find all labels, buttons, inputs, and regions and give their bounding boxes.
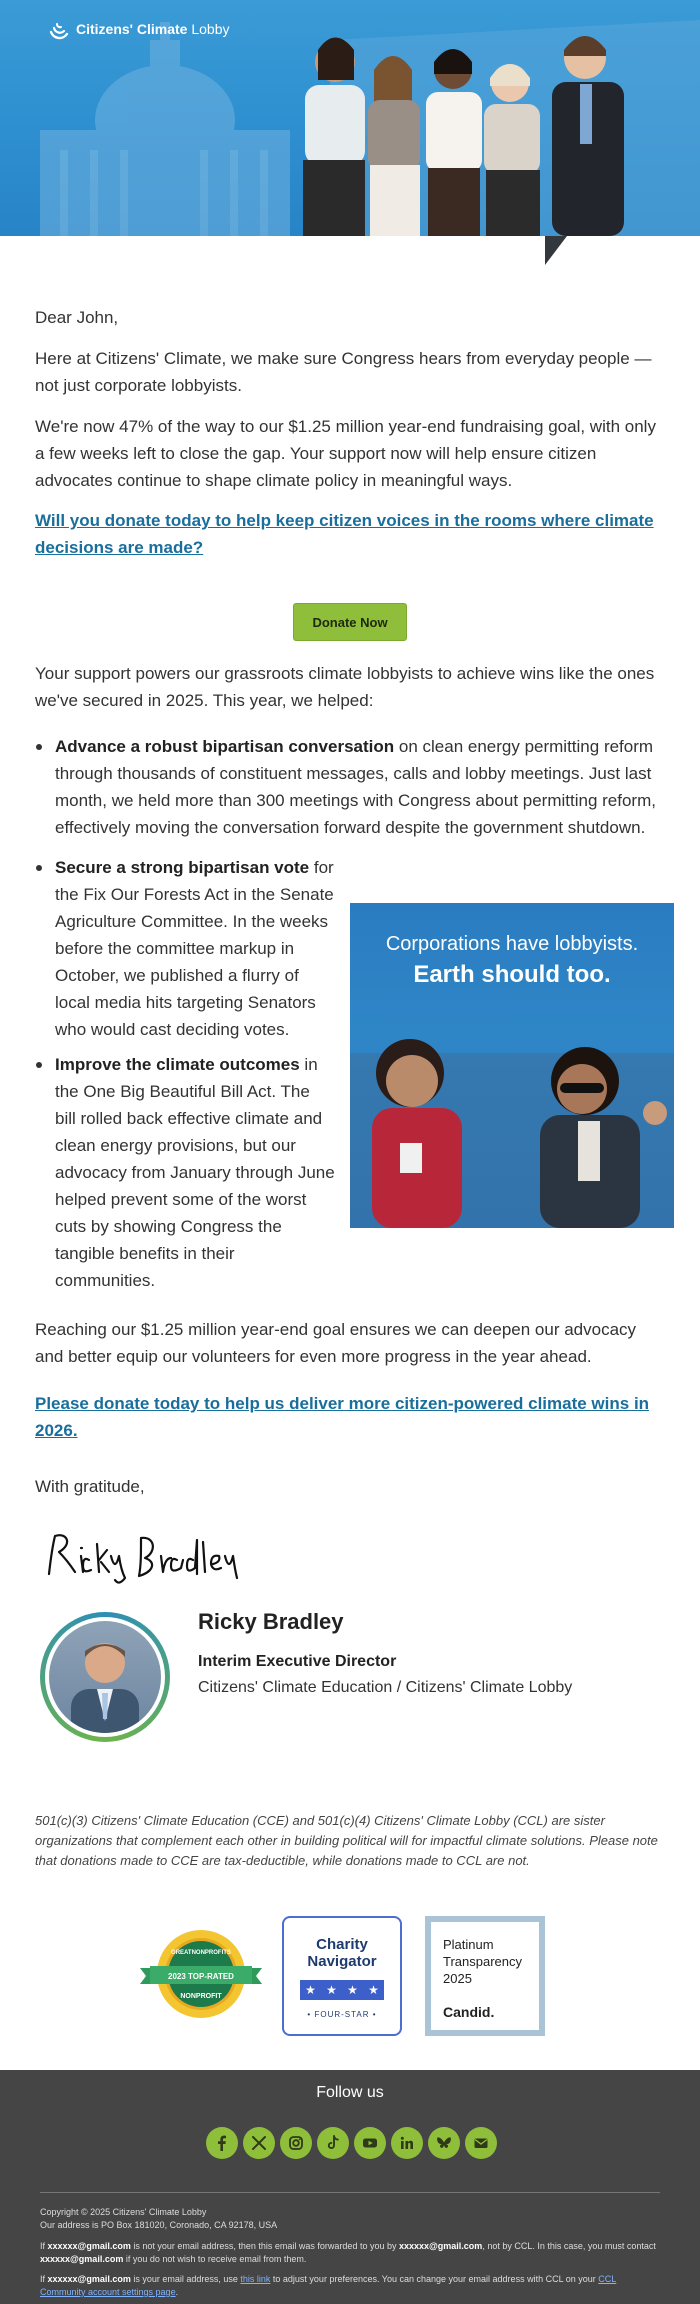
signer-portrait [49, 1621, 161, 1733]
candid-line-2: Transparency [443, 1954, 522, 1969]
signer-name: Ricky Bradley [198, 1609, 344, 1634]
donate-now-button[interactable]: Donate Now [293, 603, 407, 641]
preferences-link[interactable]: this link [240, 2274, 271, 2284]
donate-link-2[interactable]: Please donate today to help us deliver more citizen-powered climate wins in 2026. [35, 1394, 650, 1440]
footer [0, 2070, 700, 2304]
email-icon[interactable] [465, 2127, 497, 2159]
signer-org: Citizens' Climate Education / Citizens' Climate Lobby [198, 1679, 573, 1696]
charity-navigator-badge[interactable] [282, 1916, 402, 2036]
win-item-climate-outcomes: Improve the climate outcomes in the One Big Beautiful Bill Act. The bill rolled back effective climate and clean energy provisions, but our advocacy from January through June helped prevent some of the worst cuts by showing Congress the tangible benefits in their communities. [35, 1051, 335, 1294]
greeting: Dear John, [35, 308, 119, 327]
candid-platinum-badge[interactable] [425, 1916, 545, 2036]
follow-us-label: Follow us [316, 2084, 384, 2101]
promo-headline-2: Earth should too. [413, 961, 611, 988]
instagram-icon[interactable] [280, 2127, 312, 2159]
cn-tag: • FOUR-STAR • [307, 2010, 377, 2019]
tiktok-icon[interactable] [317, 2127, 349, 2159]
paragraph-wins-intro: Your support powers our grassroots climate lobbyists to achieve wins like the ones we've secured in 2025. This year, we helped: [35, 664, 655, 710]
donate-link-1[interactable]: Will you donate today to help keep citizen voices in the rooms where climate decisions are made? [35, 511, 654, 557]
tax-disclaimer: 501(c)(3) Citizens' Climate Education (CCE) and 501(c)(4) Citizens' Climate Lobby (CCL) are sister organizations that complement each other in building political will for impactful climate solutions. Please note that donations made to CCE are tax-deductible, while donations made to CCL are not. [35, 1813, 658, 1868]
greatnonprofits-badge[interactable] [140, 1928, 262, 2020]
youtube-icon[interactable] [354, 2127, 386, 2159]
wins-list-narrow [35, 854, 335, 1294]
win-item-forests: Secure a strong bipartisan vote for the Fix Our Forests Act in the Senate Agriculture Committee. In the weeks before the committee markup in October, we published a flurry of local media hits targeting Senators who would cast deciding votes. [35, 854, 335, 1043]
gn-ribbon-text: 2023 TOP-RATED [168, 1972, 234, 1981]
bluesky-icon[interactable] [428, 2127, 460, 2159]
gn-top-text: GREATNONPROFITS [171, 1950, 231, 1956]
footer-address: Our address is PO Box 181020, Coronado, CA 92178, USA [40, 2220, 278, 2230]
account-settings-link[interactable]: CCL Community account settings page [40, 2274, 617, 2297]
promo-headline-1: Corporations have lobbyists. [385, 933, 639, 955]
facebook-icon[interactable] [206, 2127, 238, 2159]
paragraph-goal-close: Reaching our $1.25 million year-end goal ensures we can deepen our advocacy and better equip our volunteers for even more progress in the year ahead. [35, 1320, 637, 1366]
candid-line-3: 2025 [443, 1971, 472, 1986]
lobbyists-promo-image [350, 903, 674, 1228]
linkedin-icon[interactable] [391, 2127, 423, 2159]
hero-banner [0, 0, 700, 265]
candid-brand: Candid. [443, 2004, 495, 2020]
footer-divider [40, 2192, 660, 2193]
cn-title: Charity Navigator [307, 1936, 377, 1970]
x-icon[interactable] [243, 2127, 275, 2159]
paragraph-intro: Here at Citizens' Climate, we make sure Congress hears from everyday people — not just corporate lobbyists. [35, 349, 652, 395]
signer-photo [49, 1621, 161, 1733]
cn-four-stars-icon: ★ ★ ★ ★ [300, 1980, 384, 2000]
social-links [206, 2127, 497, 2159]
ccl-logo-swoosh-icon [48, 18, 70, 40]
candid-line-1: Platinum [443, 1937, 494, 1952]
footer-preferences-notice: If xxxxxx@gmail.com is your email address, use this link to adjust your preferences. You can change your email address with CCL on your CCL Community account settings page. [40, 2274, 617, 2297]
closing-line: With gratitude, [35, 1477, 145, 1496]
footer-forward-notice: If xxxxxx@gmail.com is not your email address, then this email was forwarded to you by xxxxxx@gmail.com, not by CCL. In this case, you must contact xxxxxx@gmail.com if you do not wish to receive email from them. [40, 2241, 656, 2264]
ccl-logo[interactable] [48, 18, 230, 40]
win-item-permitting: Advance a robust bipartisan conversation on clean energy permitting reform through thousands of constituent messages, calls and lobby meetings. Just last month, we held more than 300 meetings with Congress about permitting reform, effectively moving the conversation forward despite the government shutdown. [35, 733, 665, 841]
gn-bottom-text: NONPROFIT [180, 1993, 222, 2000]
handwritten-signature [45, 1526, 245, 1586]
wins-list [35, 733, 665, 841]
paragraph-goal: We're now 47% of the way to our $1.25 million year-end fundraising goal, with only a few weeks left to close the gap. Your support now will help ensure citizen advocates continue to shape climate policy in meaningful ways. [35, 417, 656, 490]
ccl-logo-text: Citizens' Climate Lobby [76, 21, 230, 37]
signer-title: Interim Executive Director [198, 1653, 397, 1670]
signer-avatar [40, 1612, 170, 1742]
footer-copyright: Copyright © 2025 Citizens' Climate Lobby Our address is PO Box 181020, Coronado, CA 92178, USA [40, 2206, 660, 2232]
